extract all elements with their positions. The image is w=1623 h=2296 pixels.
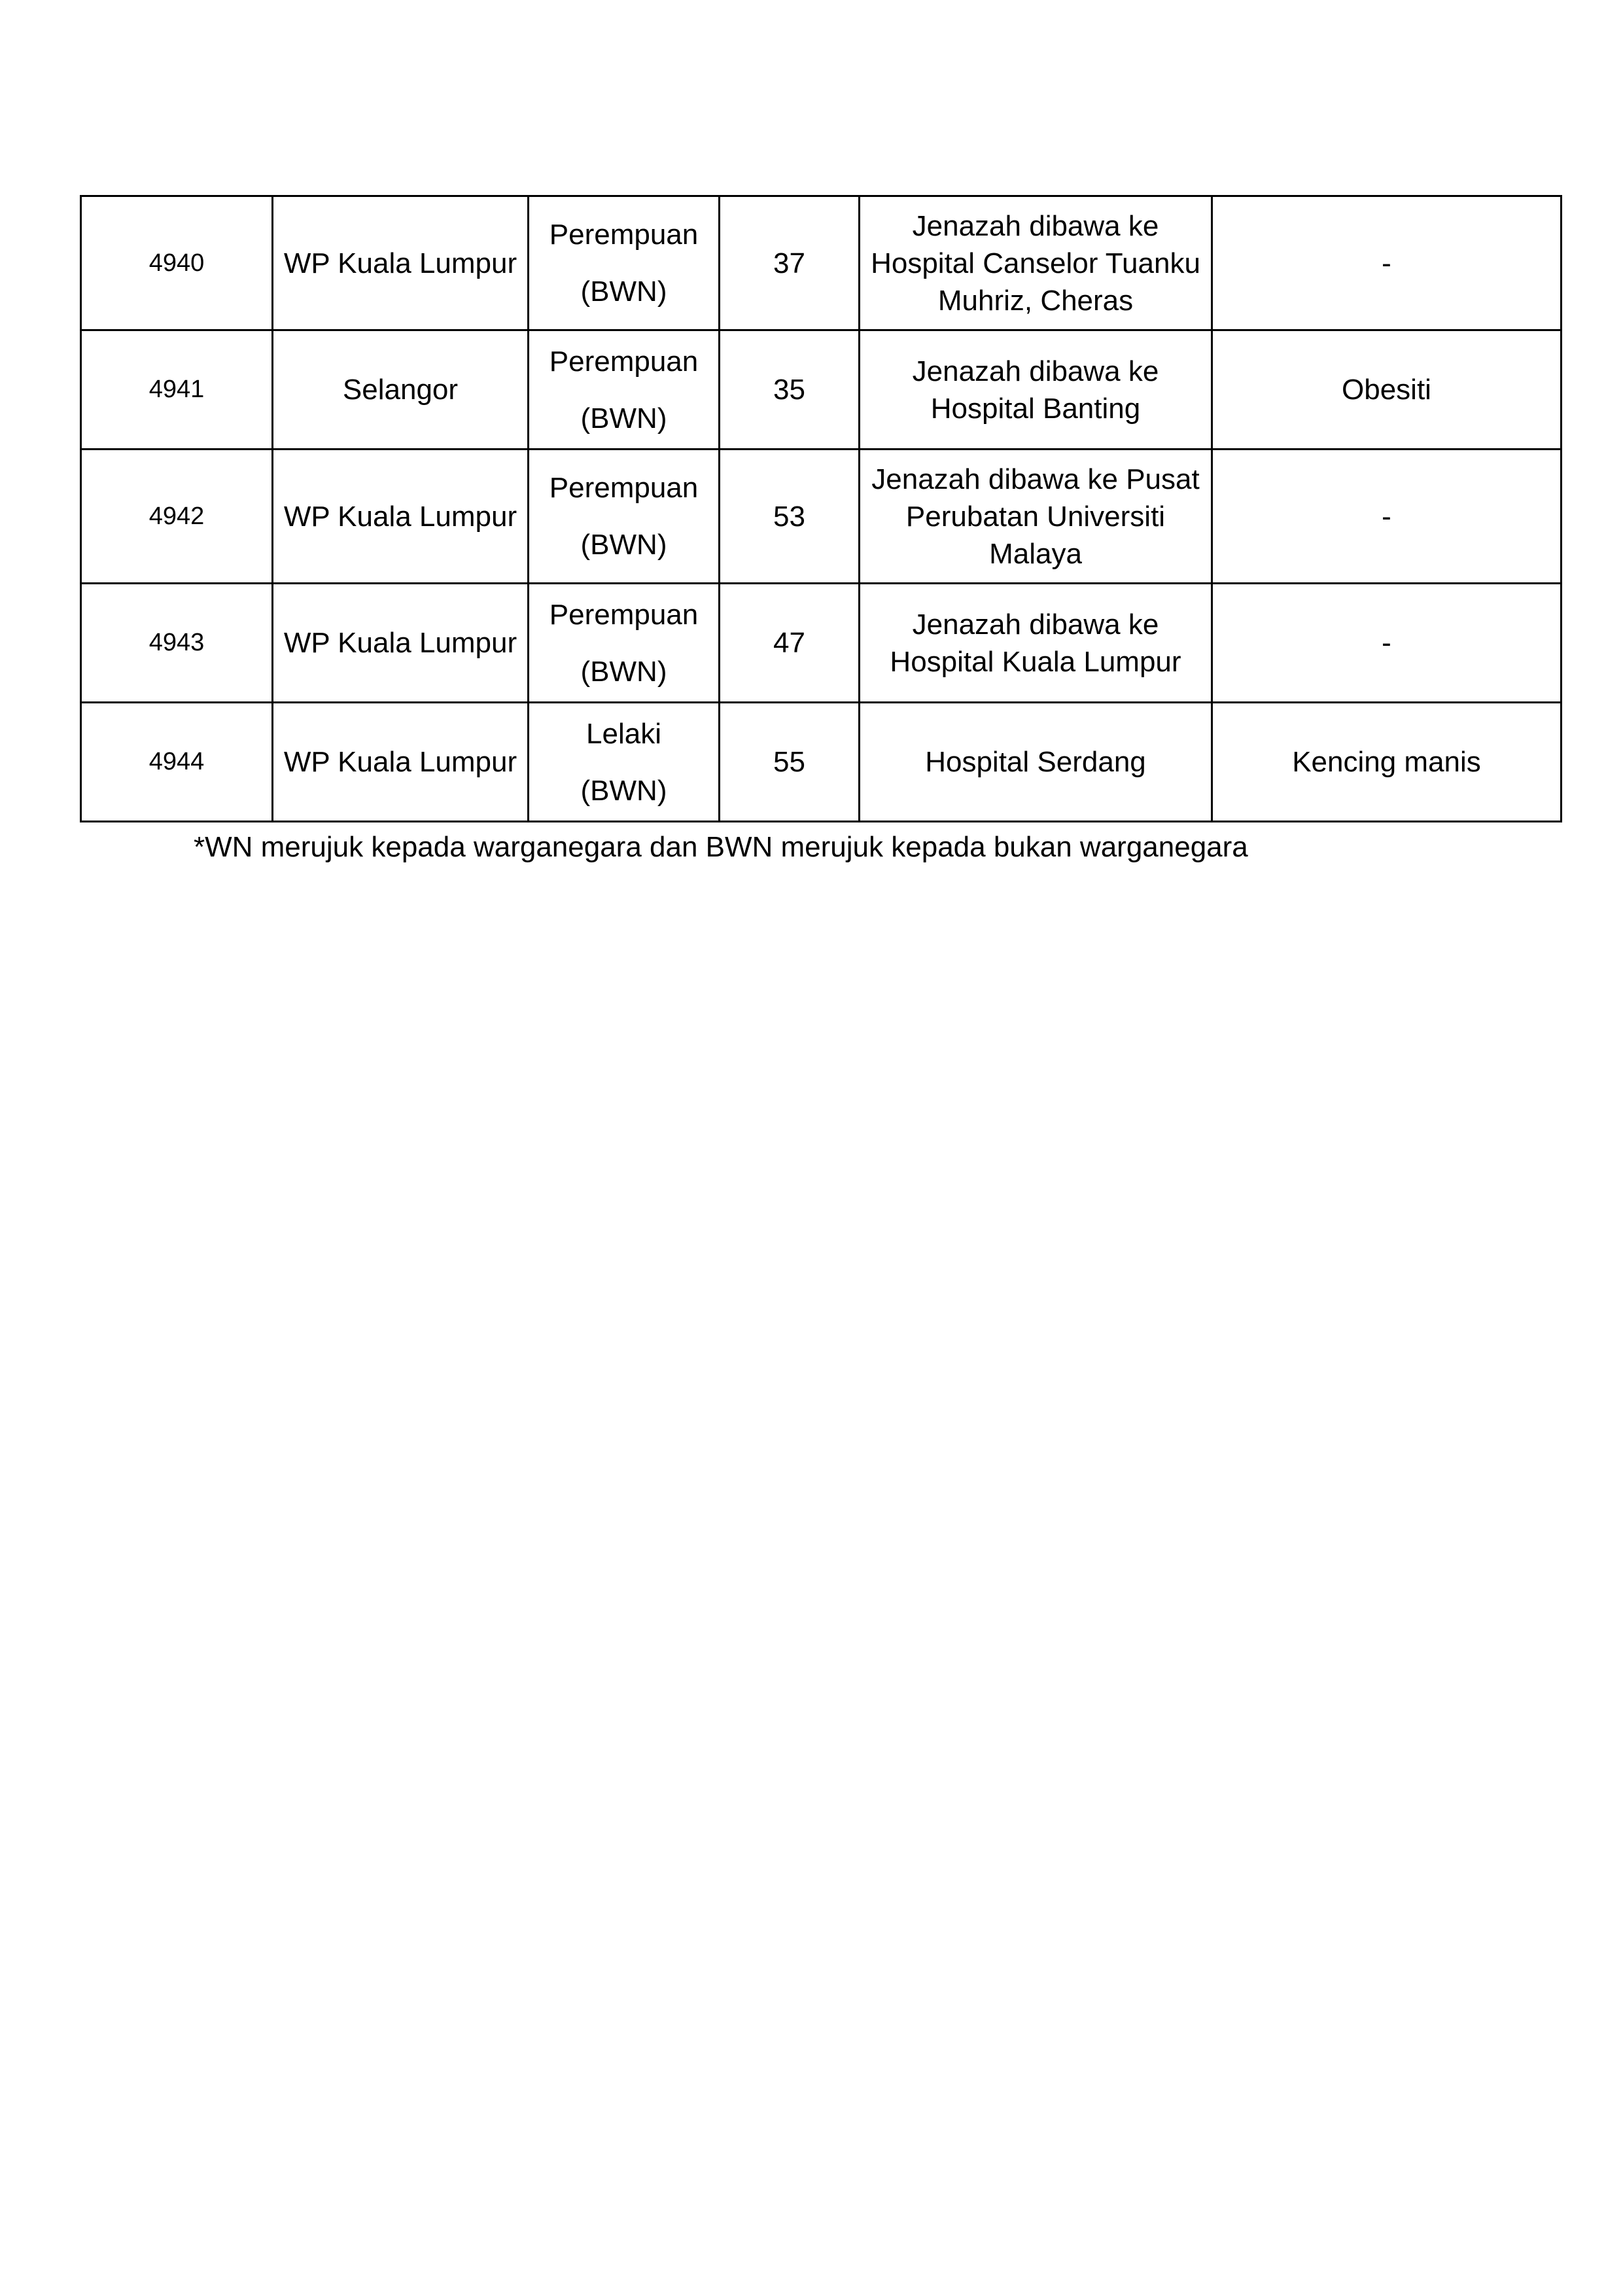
- state-cell: WP Kuala Lumpur: [273, 450, 529, 584]
- death-cases-table: [80, 195, 1562, 822]
- age-cell: 35: [720, 330, 860, 450]
- table-row: [81, 584, 1562, 703]
- gender-label: Perempuan: [549, 345, 699, 378]
- gender-cell: [529, 196, 720, 330]
- gender-cell: [529, 584, 720, 703]
- comorbidity-cell: Obesiti: [1212, 330, 1562, 450]
- gender-cell: [529, 330, 720, 450]
- notes-cell: Jenazah dibawa ke Hospital Banting: [860, 330, 1212, 450]
- state-cell: WP Kuala Lumpur: [273, 584, 529, 703]
- comorbidity-cell: -: [1212, 450, 1562, 584]
- gender-label: Perempuan: [549, 472, 699, 504]
- citizenship-status: (BWN): [580, 529, 667, 561]
- footnote: *WN merujuk kepada warganegara dan BWN merujuk kepada bukan warganegara: [194, 831, 1248, 863]
- case-number-cell: 4942: [81, 450, 273, 584]
- citizenship-status: (BWN): [580, 655, 667, 688]
- gender-cell: [529, 703, 720, 822]
- comorbidity-cell: -: [1212, 196, 1562, 330]
- case-number-cell: 4940: [81, 196, 273, 330]
- notes-cell: Jenazah dibawa ke Hospital Canselor Tuanku Muhriz, Cheras: [860, 196, 1212, 330]
- gender-label: Perempuan: [549, 219, 699, 251]
- notes-cell: Hospital Serdang: [860, 703, 1212, 822]
- citizenship-status: (BWN): [580, 275, 667, 308]
- gender-label: Perempuan: [549, 598, 699, 631]
- state-cell: WP Kuala Lumpur: [273, 196, 529, 330]
- comorbidity-cell: Kencing manis: [1212, 703, 1562, 822]
- comorbidity-cell: -: [1212, 584, 1562, 703]
- age-cell: 55: [720, 703, 860, 822]
- notes-cell: Jenazah dibawa ke Pusat Perubatan Universiti Malaya: [860, 450, 1212, 584]
- citizenship-status: (BWN): [580, 774, 667, 807]
- gender-cell: [529, 450, 720, 584]
- state-cell: WP Kuala Lumpur: [273, 703, 529, 822]
- state-cell: Selangor: [273, 330, 529, 450]
- gender-label: Lelaki: [586, 717, 661, 750]
- table-row: [81, 450, 1562, 584]
- age-cell: 53: [720, 450, 860, 584]
- age-cell: 47: [720, 584, 860, 703]
- citizenship-status: (BWN): [580, 402, 667, 434]
- table-row: [81, 330, 1562, 450]
- case-number-cell: 4943: [81, 584, 273, 703]
- case-number-cell: 4941: [81, 330, 273, 450]
- death-cases-table-wrapper: [80, 195, 1560, 822]
- table-row: [81, 196, 1562, 330]
- age-cell: 37: [720, 196, 860, 330]
- table-row: [81, 703, 1562, 822]
- notes-cell: Jenazah dibawa ke Hospital Kuala Lumpur: [860, 584, 1212, 703]
- case-number-cell: 4944: [81, 703, 273, 822]
